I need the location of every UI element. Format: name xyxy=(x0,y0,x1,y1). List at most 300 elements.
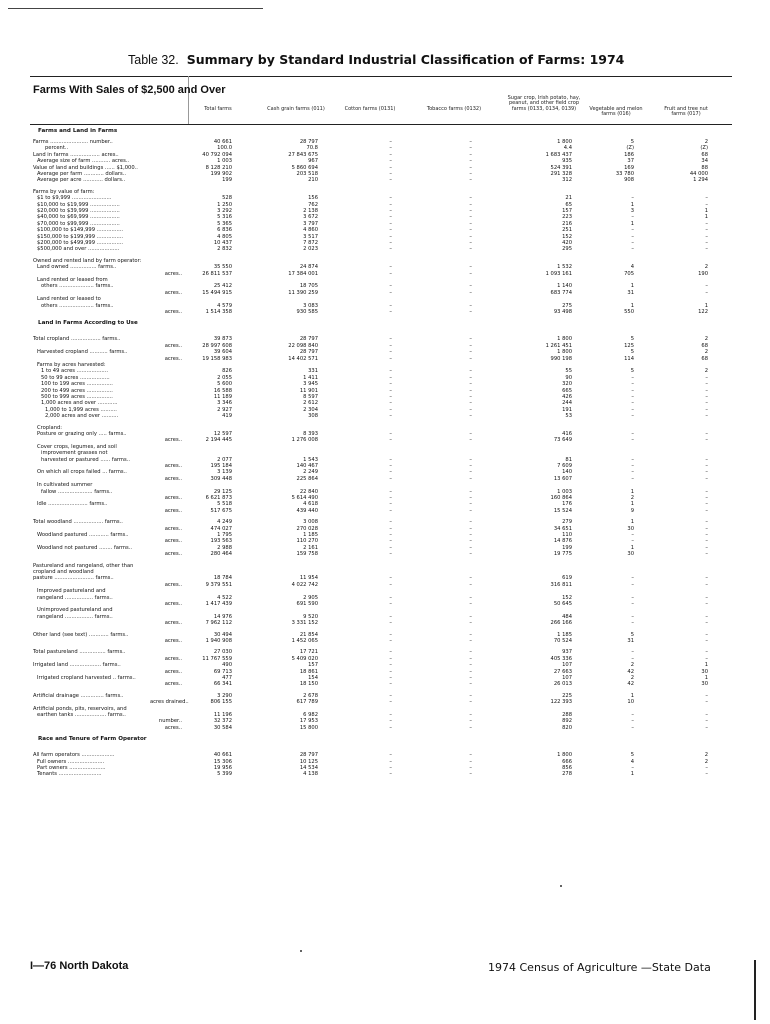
cell: 5 316 xyxy=(217,214,232,221)
cell: – xyxy=(469,336,472,343)
row-label: Land owned ................ farms.. xyxy=(37,264,117,271)
print-speck xyxy=(300,950,302,952)
cell: 5 399 xyxy=(217,771,232,778)
row-label: acres.. xyxy=(164,601,182,607)
cell: 331 xyxy=(308,368,318,375)
row-label: 1,000 to 1,999 acres .......... xyxy=(45,406,117,413)
cell: 2 xyxy=(704,349,708,356)
cell: – xyxy=(631,718,634,725)
cell: 2 161 xyxy=(303,544,318,551)
cell: 24 874 xyxy=(299,264,318,271)
cell: – xyxy=(469,456,472,463)
cell: 1 xyxy=(704,302,708,309)
cell: – xyxy=(705,594,708,601)
cell: 4 860 xyxy=(303,227,318,234)
cell: – xyxy=(705,469,708,476)
cell: 5 xyxy=(630,336,634,343)
cell: 826 xyxy=(222,368,232,375)
cell: 3 008 xyxy=(303,519,318,526)
cell: – xyxy=(705,431,708,437)
cell: 29 125 xyxy=(213,488,232,495)
cell: 4 xyxy=(630,264,634,271)
cell: – xyxy=(389,601,392,607)
row-label: On which all crops failed ... farms.. xyxy=(37,469,127,476)
cell: – xyxy=(469,214,472,221)
cell: – xyxy=(631,765,634,771)
cell: – xyxy=(389,195,392,202)
cell: 4 522 xyxy=(217,594,232,601)
row-label: $20,000 to $39,999 .................. xyxy=(37,208,120,214)
cell: 107 xyxy=(562,675,572,681)
cell: 2 612 xyxy=(303,400,318,407)
cell: – xyxy=(389,649,392,656)
cell: – xyxy=(389,712,392,718)
cell: 199 xyxy=(562,544,572,551)
cell: 28 797 xyxy=(299,336,318,343)
cell: – xyxy=(389,771,392,778)
cell: 65 xyxy=(565,201,572,208)
cell: – xyxy=(389,620,392,627)
cell: – xyxy=(631,431,634,437)
cell: – xyxy=(389,240,392,246)
cell: – xyxy=(469,368,472,375)
row-label: Posture or grazing only ..... farms.. xyxy=(37,431,127,437)
cell: 199 902 xyxy=(210,171,232,177)
cell: 4 138 xyxy=(303,771,318,778)
cell: 37 xyxy=(627,158,634,165)
cell: 10 125 xyxy=(299,758,318,765)
cell: – xyxy=(631,400,634,407)
cell: – xyxy=(705,581,708,588)
cell: – xyxy=(389,413,392,420)
row-label: Part owners ...................... xyxy=(37,765,106,771)
row-label: Idle ........................ farms.. xyxy=(37,501,108,508)
row-label: acres.. xyxy=(164,655,182,662)
cell: – xyxy=(705,220,708,227)
cell: – xyxy=(631,538,634,545)
row-label: fallow ..................... farms.. xyxy=(41,488,113,495)
row-label: acres.. xyxy=(164,289,182,296)
top-rule xyxy=(8,8,263,9)
table-row xyxy=(0,177,770,184)
cell: 528 xyxy=(222,195,232,202)
cell: – xyxy=(389,655,392,662)
cell: 42 xyxy=(627,681,634,688)
cell: – xyxy=(469,400,472,407)
cell: 1 250 xyxy=(217,201,232,208)
cell: 17 721 xyxy=(299,649,318,656)
cell: 14 976 xyxy=(213,613,232,620)
cell: 1 xyxy=(630,692,634,699)
cell: – xyxy=(469,758,472,765)
cell: 2 xyxy=(704,264,708,271)
cell: 68 xyxy=(701,342,708,349)
row-label: $150,000 to $199,999 ................ xyxy=(37,233,124,240)
cell: – xyxy=(631,381,634,388)
cell: – xyxy=(705,195,708,202)
cell: – xyxy=(389,538,392,545)
cell: 93 498 xyxy=(553,309,572,315)
cell: 2 988 xyxy=(217,544,232,551)
cell: (Z) xyxy=(700,145,708,152)
cell: – xyxy=(469,246,472,253)
cell: 30 xyxy=(701,681,708,688)
cell: – xyxy=(469,240,472,246)
cell: – xyxy=(631,233,634,240)
page-footer-left: I—76 North Dakota xyxy=(30,960,129,972)
cell: – xyxy=(469,437,472,444)
cell: 154 xyxy=(308,675,318,681)
cell: 17 953 xyxy=(299,718,318,725)
table-title xyxy=(128,52,624,67)
cell: – xyxy=(389,532,392,538)
row-label: number.. xyxy=(158,718,182,725)
cell: – xyxy=(631,437,634,444)
cell: 32 372 xyxy=(213,718,232,725)
cell: 1 800 xyxy=(557,139,572,145)
cell: – xyxy=(705,551,708,558)
cell: 3 331 152 xyxy=(291,620,318,627)
cell: 68 xyxy=(701,151,708,158)
cell: 11 196 xyxy=(213,712,232,718)
row-label: Value of land and buildings ...... $1,000.. xyxy=(33,164,138,171)
row-label: Average per acre ............ dollars.. xyxy=(37,177,126,184)
cell: – xyxy=(631,655,634,662)
cell: 617 789 xyxy=(296,699,318,706)
cell: – xyxy=(631,456,634,463)
cell: – xyxy=(705,613,708,620)
cell: 159 758 xyxy=(296,551,318,558)
row-label: 1 to 49 acres ................... xyxy=(41,368,108,375)
cell: 216 xyxy=(562,220,572,227)
cell: 1 800 xyxy=(557,336,572,343)
cell: 19 158 983 xyxy=(202,355,232,362)
cell: 15 306 xyxy=(213,758,232,765)
cell: 15 524 xyxy=(553,507,572,514)
cell: 1 411 xyxy=(303,374,318,381)
cell: – xyxy=(469,289,472,296)
cell: – xyxy=(469,581,472,588)
cell: 11 767 559 xyxy=(202,655,232,662)
cell: – xyxy=(469,495,472,501)
cell: 3 xyxy=(630,208,634,214)
cell: – xyxy=(469,699,472,706)
cell: – xyxy=(631,613,634,620)
row-label: $70,000 to $99,999 .................. xyxy=(37,220,120,227)
cell: 666 xyxy=(562,758,572,765)
cell: 14 534 xyxy=(299,765,318,771)
row-label: Average size of farm ........... acres.. xyxy=(37,158,130,165)
cell: 50 645 xyxy=(553,601,572,607)
cell: 2 xyxy=(630,662,634,669)
cell: 5 xyxy=(630,368,634,375)
cell: 16 588 xyxy=(213,387,232,394)
table-row xyxy=(0,246,770,253)
header-top-rule xyxy=(30,76,732,77)
row-label: harvested or pastured ...... farms.. xyxy=(41,456,130,463)
row-label: acres.. xyxy=(164,495,182,501)
row-label: 2,000 acres and over .......... xyxy=(45,413,119,420)
header-bottom-rule xyxy=(30,124,732,125)
row-label: Pastureland and rangeland, other than xyxy=(33,562,134,569)
cell: – xyxy=(705,699,708,706)
cell: – xyxy=(631,712,634,718)
cell: 13 607 xyxy=(553,475,572,482)
cell: – xyxy=(389,264,392,271)
cell: 31 xyxy=(627,638,634,644)
row-label: earthen tanks ................... farms.. xyxy=(37,712,126,718)
cell: 18 150 xyxy=(299,681,318,688)
cell: – xyxy=(389,270,392,277)
cell: 70 524 xyxy=(553,638,572,644)
row-label: $100,000 to $149,999 ................ xyxy=(37,227,124,234)
cell: 762 xyxy=(308,201,318,208)
cell: – xyxy=(469,507,472,514)
cell: 1 683 437 xyxy=(545,151,572,158)
cell: – xyxy=(705,712,708,718)
cell: – xyxy=(389,525,392,532)
cell: – xyxy=(389,289,392,296)
cell: 1 xyxy=(704,214,708,221)
cell: 2 832 xyxy=(217,246,232,253)
cell: – xyxy=(631,227,634,234)
cell: – xyxy=(389,668,392,675)
cell: 1 140 xyxy=(557,283,572,290)
cell: – xyxy=(469,692,472,699)
cell: – xyxy=(469,431,472,437)
cell: – xyxy=(389,246,392,253)
cell: – xyxy=(469,139,472,145)
row-label: 50 to 99 acres .................. xyxy=(41,374,110,381)
cell: 2 xyxy=(704,758,708,765)
cell: 10 xyxy=(627,699,634,706)
row-label: Cropland: xyxy=(37,424,63,431)
cell: 81 xyxy=(565,456,572,463)
cell: 280 464 xyxy=(210,551,232,558)
cell: 908 xyxy=(624,177,634,184)
cell: 8 597 xyxy=(303,394,318,400)
cell: – xyxy=(469,158,472,165)
cell: – xyxy=(631,649,634,656)
cell: – xyxy=(469,631,472,638)
cell: – xyxy=(469,525,472,532)
cell: 44 000 xyxy=(689,171,708,177)
row-label: $40,000 to $69,999 .................. xyxy=(37,214,120,221)
cell: – xyxy=(705,519,708,526)
table-title-text: Summary by Standard Industrial Classification of Farms: 1974 xyxy=(186,52,625,67)
cell: – xyxy=(705,692,708,699)
cell: – xyxy=(705,289,708,296)
row-label: acres drained.. xyxy=(150,699,189,706)
cell: 125 xyxy=(624,342,634,349)
cell: 420 xyxy=(562,240,572,246)
cell: 619 xyxy=(562,575,572,582)
row-label: rangeland ................. farms.. xyxy=(37,594,113,601)
section-heading: Race and Tenure of Farm Operator xyxy=(38,736,147,743)
cell: – xyxy=(469,387,472,394)
cell: – xyxy=(389,699,392,706)
cell: – xyxy=(389,613,392,620)
cell: 156 xyxy=(308,195,318,202)
cell: 225 xyxy=(562,692,572,699)
cell: 33 780 xyxy=(615,171,634,177)
cell: – xyxy=(469,177,472,184)
row-label: acres.. xyxy=(164,581,182,588)
cell: – xyxy=(469,394,472,400)
cell: 35 550 xyxy=(213,264,232,271)
cell: – xyxy=(469,771,472,778)
column-header: Tobacco farms (0132) xyxy=(426,105,482,112)
cell: 550 xyxy=(624,309,634,315)
cell: – xyxy=(469,488,472,495)
row-label: Average per farm ............ dollars.. xyxy=(37,171,127,177)
row-label: Improved pastureland and xyxy=(37,588,106,595)
cell: 195 184 xyxy=(210,463,232,469)
column-header: Total farms xyxy=(204,105,232,112)
cell: 320 xyxy=(562,381,572,388)
cell: 210 xyxy=(308,177,318,184)
cell: – xyxy=(389,681,392,688)
table-row xyxy=(0,508,770,515)
row-label: Farms by acres harvested: xyxy=(37,362,106,368)
cell: – xyxy=(705,575,708,582)
cell: 1 185 xyxy=(557,631,572,638)
cell: 1 514 358 xyxy=(205,309,232,315)
row-label: acres.. xyxy=(164,681,182,688)
cell: – xyxy=(389,431,392,437)
cell: 856 xyxy=(562,765,572,771)
cell: 27 663 xyxy=(553,668,572,675)
cell: – xyxy=(469,668,472,675)
cell: 31 xyxy=(627,289,634,296)
cell: – xyxy=(469,406,472,413)
cell: – xyxy=(389,139,392,145)
cell: – xyxy=(469,413,472,420)
cell: – xyxy=(469,164,472,171)
cell: 3 292 xyxy=(217,208,232,214)
cell: – xyxy=(389,662,392,669)
table-row xyxy=(0,638,770,645)
column-header: Sugar crop, Irish potato, hay, peanut, and other field crop farms (0133, 0134, 0139) xyxy=(507,94,581,112)
cell: 4 805 xyxy=(217,233,232,240)
row-label: Total pastureland ................ farms.. xyxy=(33,649,126,656)
cell: 193 563 xyxy=(210,538,232,545)
row-label: Land rented or leased from xyxy=(37,277,108,283)
cell: 90 xyxy=(565,374,572,381)
cell: – xyxy=(389,201,392,208)
cell: 40 661 xyxy=(213,139,232,145)
cell: – xyxy=(469,227,472,234)
row-label: Farms ....................... number.. xyxy=(33,139,113,145)
cell: 316 811 xyxy=(550,581,572,588)
cell: 2 249 xyxy=(303,469,318,476)
column-header: Vegetable and melon farms (016) xyxy=(589,105,643,118)
cell: 9 520 xyxy=(303,613,318,620)
cell: – xyxy=(631,575,634,582)
cell: 2 905 xyxy=(303,594,318,601)
cell: 2 194 445 xyxy=(205,437,232,444)
cell: 30 494 xyxy=(213,631,232,638)
cell: 2 xyxy=(630,675,634,681)
cell: 5 xyxy=(630,349,634,356)
row-label: acres.. xyxy=(164,525,182,532)
row-label: Owned and rented land by farm operator: xyxy=(33,257,142,264)
cell: 186 xyxy=(624,151,634,158)
cell: – xyxy=(705,387,708,394)
cell: 930 585 xyxy=(296,309,318,315)
cell: 2 077 xyxy=(217,456,232,463)
cell: – xyxy=(469,349,472,356)
cell: – xyxy=(705,488,708,495)
row-label: acres.. xyxy=(164,638,182,644)
row-label: In cultivated summer xyxy=(37,482,93,489)
cell: – xyxy=(469,519,472,526)
cell: 152 xyxy=(562,233,572,240)
table-row xyxy=(0,725,770,732)
cell: 7 962 112 xyxy=(205,620,232,627)
cell: – xyxy=(469,264,472,271)
cell: 28 797 xyxy=(299,349,318,356)
cell: 3 290 xyxy=(217,692,232,699)
cell: 1 xyxy=(630,501,634,508)
cell: – xyxy=(705,413,708,420)
row-label: Total woodland .................. farms.. xyxy=(33,519,123,526)
cell: 4 xyxy=(630,758,634,765)
print-speck xyxy=(560,885,562,887)
cell: – xyxy=(389,227,392,234)
row-label: acres.. xyxy=(164,507,182,514)
cell: – xyxy=(389,151,392,158)
cell: 169 xyxy=(624,164,634,171)
cell: 4 249 xyxy=(217,519,232,526)
cell: – xyxy=(705,718,708,725)
cell: 439 440 xyxy=(296,507,318,514)
cell: 12 597 xyxy=(213,431,232,437)
cell: 1 800 xyxy=(557,349,572,356)
cell: – xyxy=(389,381,392,388)
cell: 18 705 xyxy=(299,283,318,290)
cell: 225 864 xyxy=(296,475,318,482)
cell: 1 940 908 xyxy=(205,638,232,644)
row-label: acres.. xyxy=(164,668,182,675)
cell: 279 xyxy=(562,519,572,526)
cell: – xyxy=(705,240,708,246)
cell: 288 xyxy=(562,712,572,718)
cell: 152 xyxy=(562,594,572,601)
cell: 30 xyxy=(627,525,634,532)
row-label: others ..................... farms.. xyxy=(41,283,114,290)
row-label: Cover crops, legumes, and soil xyxy=(37,443,117,450)
cell: 9 379 551 xyxy=(205,581,232,588)
cell: 3 517 xyxy=(303,233,318,240)
cell: 474 027 xyxy=(210,525,232,532)
cell: – xyxy=(631,387,634,394)
cell: – xyxy=(469,309,472,315)
cell: 524 391 xyxy=(550,164,572,171)
cell: – xyxy=(469,551,472,558)
row-label: improvement grasses not xyxy=(41,450,108,457)
cell: – xyxy=(469,765,472,771)
cell: 9 xyxy=(630,507,634,514)
cell: 6 982 xyxy=(303,712,318,718)
cell: – xyxy=(705,283,708,290)
cell: – xyxy=(389,283,392,290)
cell: 22 098 840 xyxy=(288,342,318,349)
cell: – xyxy=(469,270,472,277)
cell: – xyxy=(389,631,392,638)
table-row xyxy=(0,771,770,778)
cell: 42 xyxy=(627,668,634,675)
